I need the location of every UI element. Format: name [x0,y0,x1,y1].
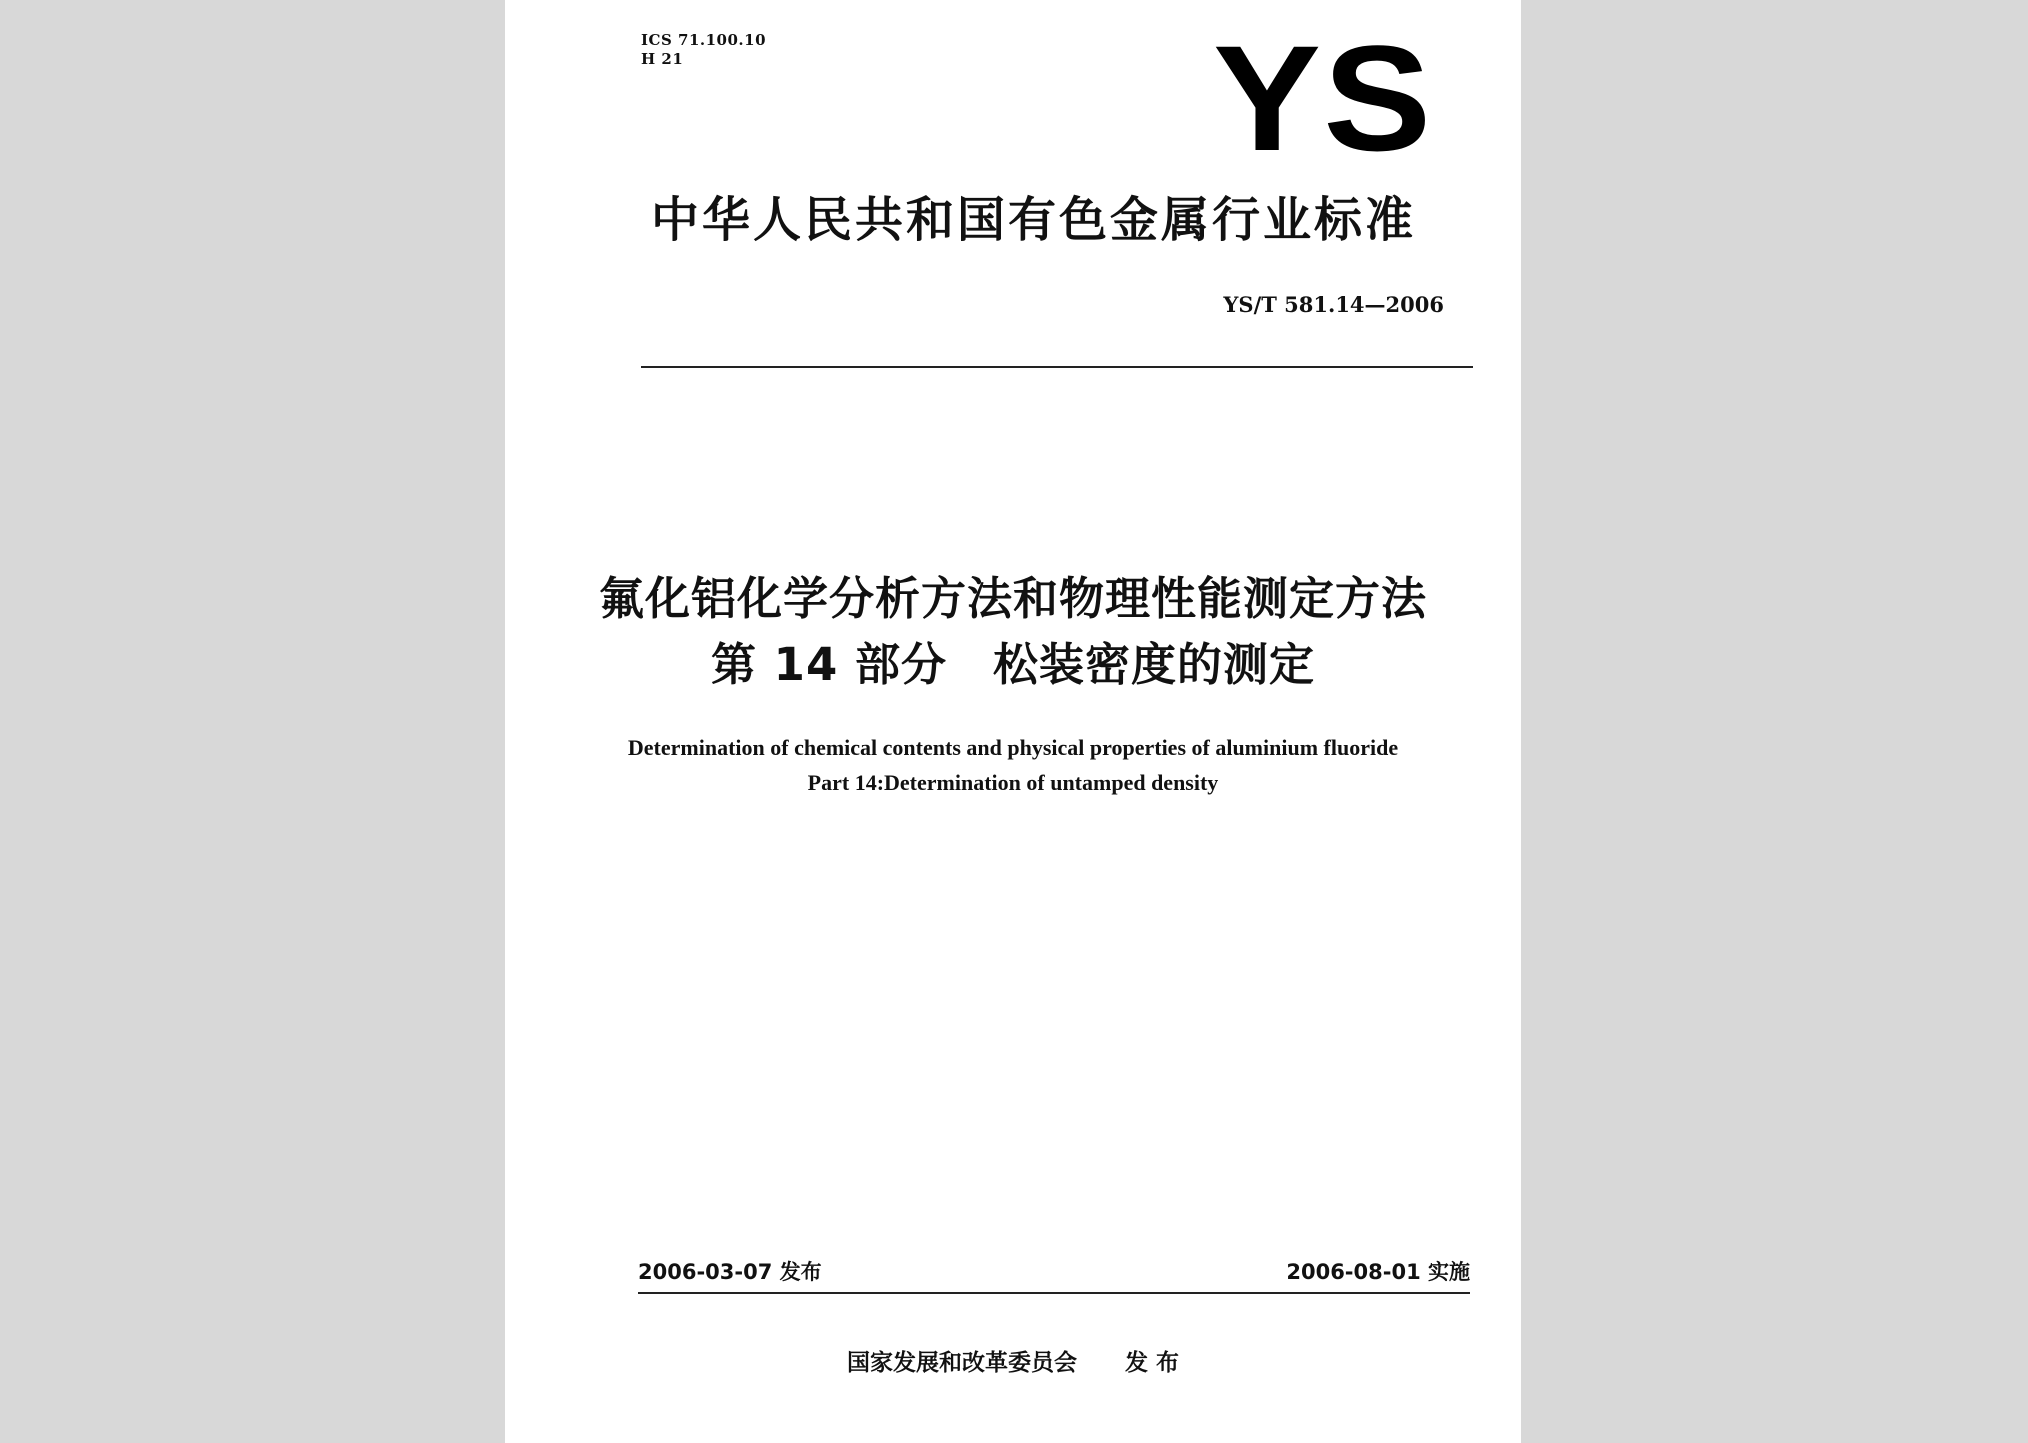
ics-code: ICS 71.100.10 [641,31,767,49]
standard-cover-page [505,0,1521,1443]
standard-number: YS/T 581.14—2006 [1223,292,1444,317]
implementation-date: 2006-08-01 实施 [1286,1260,1470,1284]
classification-codes [641,31,766,69]
header-divider [641,366,1473,368]
footer-divider [638,1292,1470,1294]
standard-category-title: 中华人民共和国有色金属行业标准 [651,192,1417,248]
issue-date: 2006-03-07 发布 [638,1260,822,1284]
ccs-code: H 21 [641,50,684,68]
issuer-action: 发 布 [1124,1350,1179,1376]
chinese-title-line-1: 氟化铝化学分析方法和物理性能测定方法 [598,572,1427,625]
english-title-line-2: Part 14:Determination of untamped density [807,770,1219,795]
issuer-name: 国家发展和改革委员会 [846,1350,1077,1376]
chinese-title-line-2: 第 14 部分 松装密度的测定 [711,638,1315,691]
english-title-line-1: Determination of chemical contents and physical properties of aluminium fluoride [627,735,1399,760]
ys-logo: YS [1213,14,1434,182]
issuing-authority [505,1348,1521,1378]
